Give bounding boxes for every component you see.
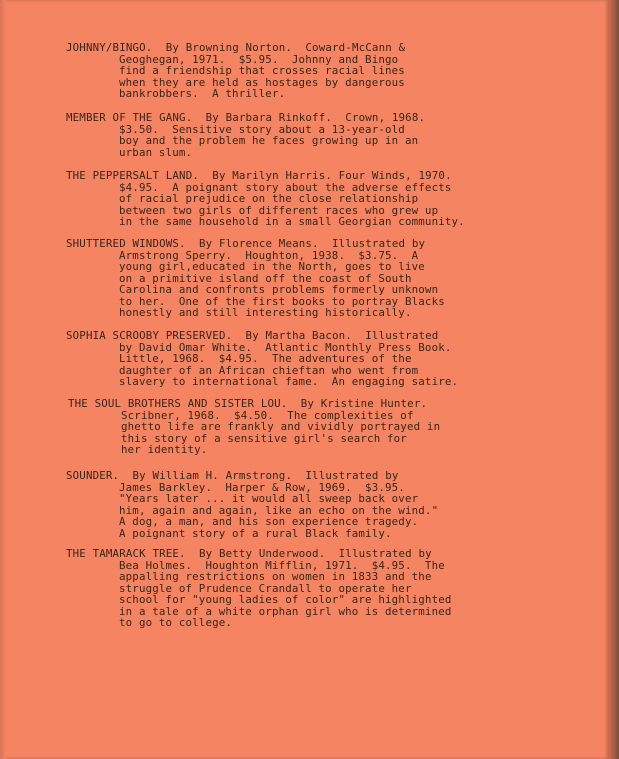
entry-description-line: him, again and again, like an echo on the wind." [119, 503, 439, 517]
book-entry [68, 398, 588, 456]
entry-title-line: THE PEPPERSALT LAND. By Marilyn Harris. Four Winds, 1970. [66, 169, 452, 182]
entry-description-line: boy and the problem he faces growing up in an [119, 134, 419, 148]
entry-description-line: struggle of Prudence Crandall to operate her [119, 581, 412, 595]
entry-description-line: $3.50. Sensitive story about a 13-year-old [119, 122, 405, 136]
entry-description-line: this story of a sensitive girl's search for [121, 431, 407, 445]
entry-description-line: Little, 1968. $4.95. The adventures of the [119, 352, 412, 366]
book-entry [66, 470, 586, 539]
page-right-edge [609, 0, 619, 759]
entry-title-line: JOHNNY/BINGO. By Browning Norton. Coward-McCann & [66, 41, 406, 54]
entry-description-line: slavery to international fame. An engaging satire. [119, 375, 459, 389]
entry-title-line: THE SOUL BROTHERS AND SISTER LOU. By Kristine Hunter. [68, 397, 428, 410]
book-entry [66, 170, 586, 228]
entry-description-line: to go to college. [119, 616, 233, 630]
book-entry [66, 42, 586, 100]
entry-description-line: Carolina and confronts problems formerly unknown [119, 283, 439, 297]
book-entry [66, 112, 586, 158]
entry-description-line: Scribner, 1968. $4.50. The complexities of [121, 408, 414, 422]
entry-description-line: A poignant story of a rural Black family. [119, 526, 392, 540]
entry-description-line: of racial prejudice on the close relationship [119, 192, 419, 206]
entry-description-line: James Barkley. Harper & Row, 1969. $3.95. [119, 480, 405, 494]
entry-description-line: find a friendship that crosses racial lines [119, 64, 405, 78]
entry-description-line: A dog, a man, and his son experience tragedy. [119, 515, 419, 529]
entry-description-line: $4.95. A poignant story about the adverse effects [119, 180, 452, 194]
entry-description-line: to her. One of the first books to portray Blacks [119, 294, 445, 308]
entry-description-line: appalling restrictions on women in 1833 and the [119, 570, 432, 584]
entry-description-line: Bea Holmes. Houghton Mifflin, 1971. $4.95. The [119, 558, 445, 572]
entry-description-line: in a tale of a white orphan girl who is determined [119, 604, 452, 618]
entry-description-line: by David Omar White. Atlantic Monthly Press Book. [119, 340, 452, 354]
entry-description-line: in the same household in a small Georgian community. [119, 215, 465, 229]
entry-description-line: honestly and still interesting historically. [119, 306, 412, 320]
entry-description-line: young girl,educated in the North, goes to live [119, 260, 425, 274]
entry-description-line: ghetto life are frankly and vividly portrayed in [121, 420, 441, 434]
book-entry [66, 238, 586, 319]
book-entry [66, 330, 586, 388]
entry-description-line: her identity. [121, 443, 208, 457]
page-left-edge [0, 0, 6, 759]
entry-description-line: Geoghegan, 1971. $5.95. Johnny and Bingo [119, 52, 399, 66]
entry-description-line: urban slum. [119, 145, 193, 159]
entry-description-line: Armstrong Sperry. Houghton, 1938. $3.75. A [119, 248, 419, 262]
entry-description-line: on a primitive island off the coast of South [119, 271, 412, 285]
entry-title-line: THE TAMARACK TREE. By Betty Underwood. Illustrated by [66, 547, 432, 560]
book-entry [66, 548, 586, 629]
entry-description-line: school for "young ladies of color" are highlighted [119, 593, 452, 607]
entry-description-line: "Years later ... it would all sweep back over [119, 492, 419, 506]
entry-description-line: bankrobbers. A thriller. [119, 87, 286, 101]
entry-title-line: MEMBER OF THE GANG. By Barbara Rinkoff. Crown, 1968. [66, 111, 426, 124]
entry-description-line: daughter of an African chieftan who went from [119, 363, 419, 377]
entry-title-line: SOUNDER. By William H. Armstrong. Illustrated by [66, 469, 399, 482]
entry-description-line: between two girls of different races who grew up [119, 203, 439, 217]
entry-description-line: when they are held as hostages by dangerous [119, 75, 405, 89]
entry-title-line: SOPHIA SCROOBY PRESERVED. By Martha Bacon. Illustrated [66, 329, 439, 342]
entry-title-line: SHUTTERED WINDOWS. By Florence Means. Illustrated by [66, 237, 426, 250]
